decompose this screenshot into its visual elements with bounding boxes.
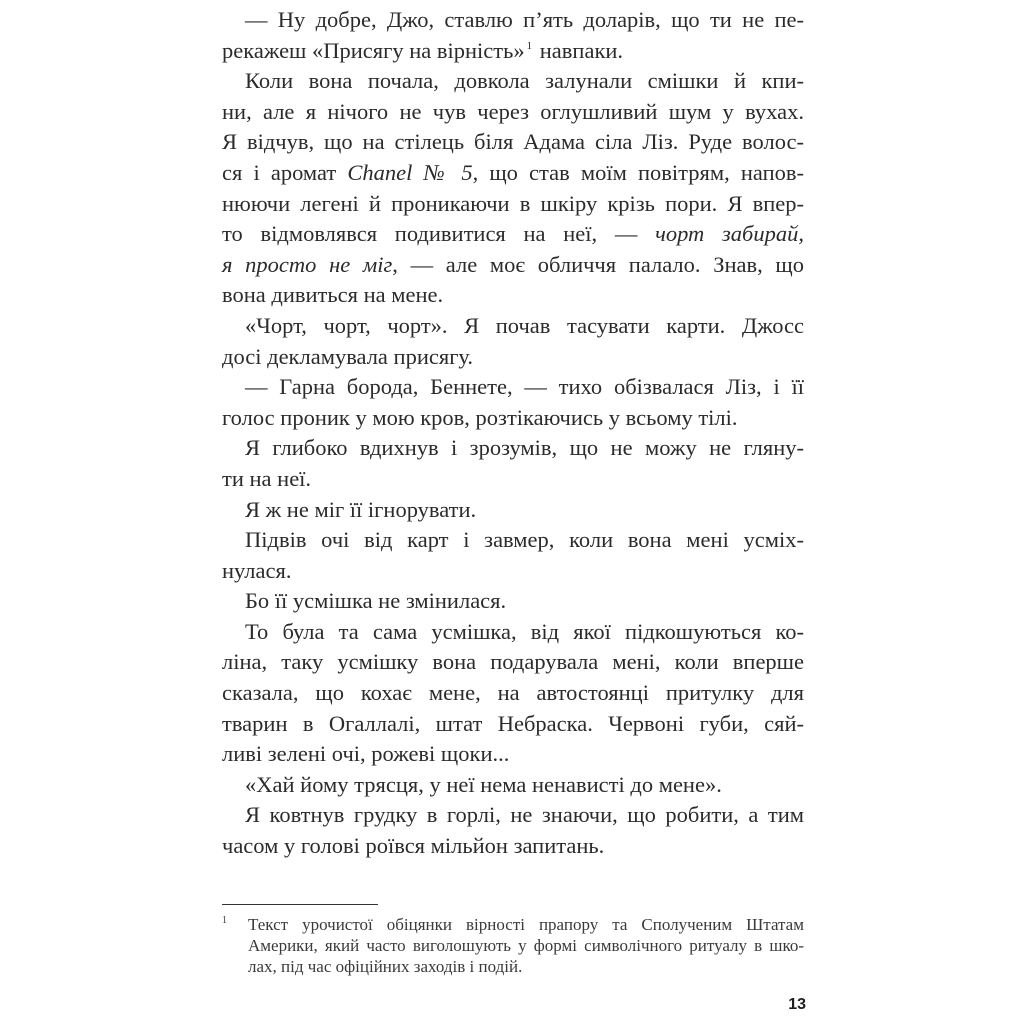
text-segment: ти на неї.: [222, 465, 312, 491]
text-segment: , — але моє обличчя палало. Знав, що: [392, 251, 805, 277]
text-segment: тварин в Огаллалі, штат Небраска. Червоні губи, сяй-: [222, 710, 804, 736]
text-segment: то відмовлявся подивитися на неї, —: [222, 221, 656, 247]
text-line: [222, 219, 804, 250]
text-segment: ся і аромат: [222, 159, 348, 185]
text-line: [222, 800, 804, 831]
text-line: [222, 647, 804, 678]
text-line: [222, 127, 804, 158]
footnote-separator: [222, 904, 378, 905]
text-segment: То була та сама усмішка, від якої підкошуються ко-: [245, 618, 804, 644]
text-segment: Я відчув, що на стілець біля Адама сіла Ліз. Руде волос-: [222, 129, 804, 155]
text-line: [222, 342, 804, 373]
text-line: [222, 525, 804, 556]
text-line: [222, 280, 804, 311]
text-segment: Я ж не міг її ігнорувати.: [245, 496, 477, 522]
text-segment: , що став моїм повітрям, напов-: [472, 159, 804, 185]
footnote-line: Текст урочистої обіцянки вірності прапору та Сполученим Штатам: [248, 915, 804, 934]
text-segment: Бо її усмішка не змінилася.: [245, 588, 507, 614]
text-line: [222, 770, 804, 801]
text-segment: часом у голові роївся мільйон запитань.: [222, 833, 605, 859]
text-line: [222, 678, 804, 709]
text-line: [222, 189, 804, 220]
text-line: [222, 831, 804, 862]
text-line: [222, 586, 804, 617]
footnote: [222, 914, 804, 977]
text-line: [222, 250, 804, 281]
footnote-number: 1: [222, 915, 227, 926]
text-line: [222, 403, 804, 434]
text-segment: — Ну добре, Джо, ставлю п’ять доларів, що ти не пе-: [245, 7, 804, 32]
body-text: [222, 5, 804, 862]
text-line: [222, 36, 804, 67]
text-segment: «Чорт, чорт, чорт». Я почав тасувати карти. Джосс: [245, 312, 804, 338]
footnote-text: [248, 914, 804, 977]
italic-text: я просто не міг: [222, 251, 393, 277]
text-segment: нюючи легені й проникаючи в шкіру крізь пори. Я впер-: [222, 190, 804, 216]
text-segment: сказала, що кохає мене, на автостоянці притулку для: [222, 680, 804, 706]
text-line: [222, 556, 804, 587]
text-segment: — Гарна борода, Беннете, — тихо обізвалася Ліз, і її: [245, 374, 804, 400]
text-line: [222, 372, 804, 403]
footnote-line: Америки, який часто виголошують у формі символічного ритуалу в шко-: [248, 936, 804, 955]
footnote-line: лах, під час офіційних заходів і подій.: [248, 957, 523, 976]
text-line: [222, 5, 804, 36]
text-segment: нулася.: [222, 557, 292, 583]
text-segment: рекажеш «Присягу на вірність»: [222, 37, 525, 63]
text-segment: ліна, таку усмішку вона подарувала мені, коли вперше: [222, 649, 804, 675]
text-segment: навпаки.: [534, 37, 624, 63]
text-segment: Я ковтнув грудку в горлі, не знаючи, що робити, а тим: [245, 802, 804, 828]
text-line: [222, 739, 804, 770]
text-line: [222, 97, 804, 128]
text-line: [222, 158, 804, 189]
page-number: 13: [788, 996, 806, 1013]
text-segment: голос проник у мою кров, розтікаючись у всьому тілі.: [222, 404, 738, 430]
text-line: [222, 311, 804, 342]
text-segment: досі декламувала присягу.: [222, 343, 474, 369]
text-line: [222, 495, 804, 526]
text-segment: Підвів очі від карт і завмер, коли вона мені усміх-: [245, 527, 804, 553]
text-segment: Я глибоко вдихнув і зрозумів, що не можу не гляну-: [245, 435, 804, 461]
text-segment: ливі зелені очі, рожеві щоки...: [222, 741, 510, 767]
text-line: [222, 464, 804, 495]
text-line: [222, 617, 804, 648]
italic-text: Chanel № 5: [347, 159, 473, 185]
text-segment: Коли вона почала, довкола залунали смішки й кпи-: [245, 68, 804, 94]
text-line: [222, 433, 804, 464]
text-line: [222, 66, 804, 97]
text-line: [222, 709, 804, 740]
text-segment: вона дивиться на мене.: [222, 282, 444, 308]
italic-text: чорт забирай,: [655, 221, 804, 247]
text-segment: «Хай йому трясця, у неї нема ненависті до мене».: [245, 771, 722, 797]
footnote-reference[interactable]: 1: [526, 39, 533, 52]
text-segment: ни, але я нічого не чув через оглушливий шум у вухах.: [222, 98, 804, 124]
